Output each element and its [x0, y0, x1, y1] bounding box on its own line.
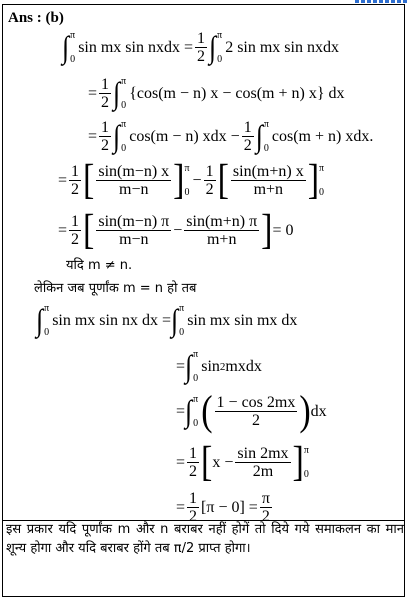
- equation-line-8: ∫ π 0 sin mx sin nx dx = ∫ π 0 sin mx sin mx dx: [36, 303, 298, 338]
- integral-sign: ∫: [36, 303, 44, 338]
- equation-line-9: = ∫ π 0 sin 2 mxdx: [176, 349, 262, 384]
- integral-sign: ∫: [62, 29, 70, 65]
- integral-sign: ∫: [113, 118, 121, 154]
- integral-sign: ∫: [185, 393, 193, 429]
- equation-line-10: = ∫ π 0 ( $\frac{1 - \cos 2mx}{2}$ ) dx: [176, 387, 327, 434]
- integral-sign: ∫: [185, 349, 193, 384]
- equation-line-1: ∫ π 0 sin mx sin nxdx = $\frac{1}{2}$ ∫ π 0 2 sin mx sin nxdx: [62, 29, 339, 65]
- expr: 2 sin mx sin nxdx: [225, 38, 339, 56]
- integral-sign: ∫: [113, 75, 121, 111]
- integral-sign: ∫: [255, 118, 263, 154]
- integral-sign: ∫: [209, 29, 217, 65]
- dotted-accent: [355, 0, 409, 3]
- equation-line-4: = $\frac{1}{2}$ [ $\frac{\sin(m-n) x}{m-n}$ ] π 0 − $\frac{1}{2}$ [ $\frac{\sin(m+n) x}{m+n}$ ] π 0: [58, 156, 325, 203]
- expr: sin mx sin nxdx =: [78, 38, 193, 56]
- answer-label: Ans : (b): [8, 10, 64, 26]
- integral-sign: ∫: [171, 303, 179, 338]
- equation-line-12: = $\frac{1}{2}$ [π − 0] = $\frac{\pi}{2}$: [176, 490, 270, 525]
- expr: {cos(m − n) x − cos(m + n) x} dx: [129, 84, 345, 102]
- equation-line-5: = $\frac{1}{2}$ [ $\frac{\sin(m-n) \pi}{m-n}$ − $\frac{\sin(m+n) \pi}{m+n}$ ] = 0: [58, 206, 294, 253]
- equation-line-11: = $\frac{1}{2}$ [ x − $\frac{\sin 2mx}{2m}$ ] π 0: [176, 438, 309, 485]
- case-text: लेकिन जब पूर्णांक m = n हो तब: [34, 281, 197, 296]
- condition-text: यदि m ≠ n.: [66, 258, 133, 273]
- conclusion-paragraph: इस प्रकार यदि पूर्णांक m और n बराबर नहीं होगें तो दिये गये समाकलन का मान शून्य होगा और यदि बराबर होंगे तब π/2 प्राप्त होगा।: [6, 522, 404, 556]
- equation-line-3: = $\frac{1}{2}$ ∫ π 0 cos(m − n) xdx − $\frac{1}{2}$ ∫ π 0 cos(m + n) xdx.: [88, 118, 374, 154]
- equation-line-2: = $\frac{1}{2}$ ∫ π 0 {cos(m − n) x − cos(m + n) x} dx: [88, 75, 345, 111]
